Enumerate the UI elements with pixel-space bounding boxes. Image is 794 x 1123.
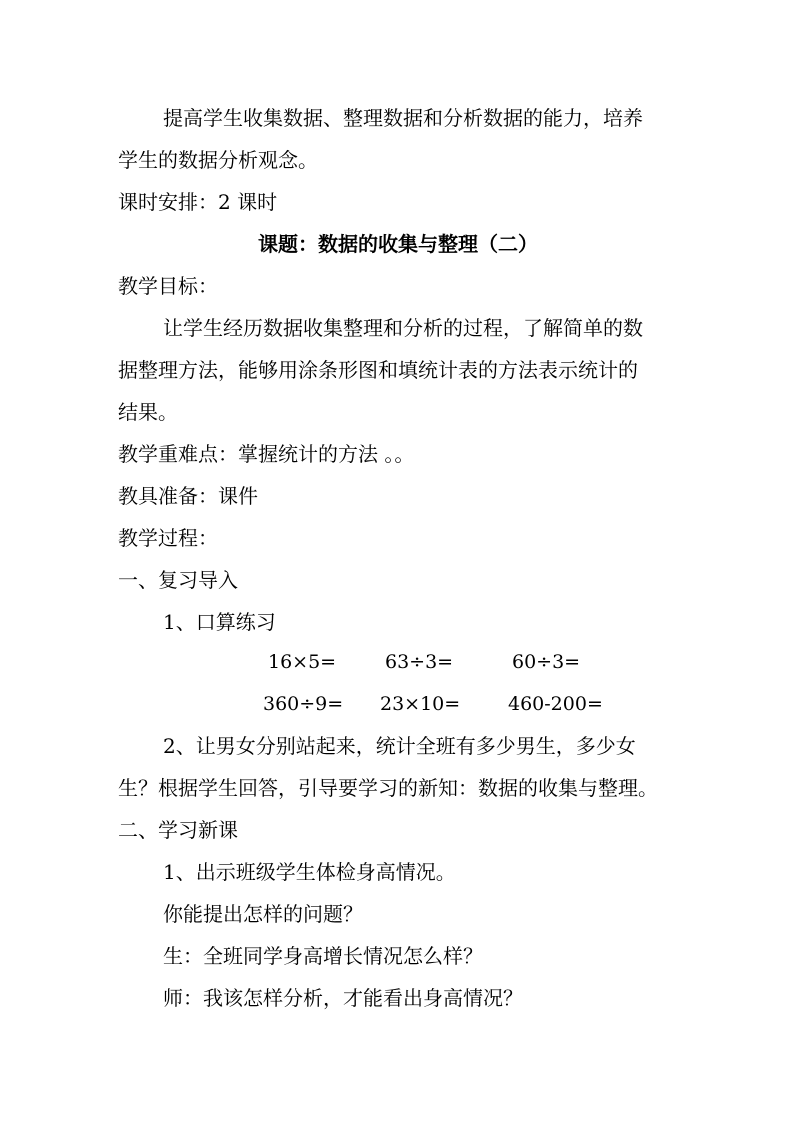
paragraph-line: 提高学生收集数据、整理数据和分析数据的能力，培养	[163, 106, 643, 130]
math-problem: 460-200=	[508, 693, 603, 715]
paragraph-line: 结果。	[118, 400, 178, 424]
math-problem: 23×10=	[380, 693, 461, 715]
section-heading: 教学目标：	[118, 274, 218, 298]
list-item: 2、让男女分别站起来，统计全班有多少男生，多少女	[163, 734, 636, 758]
list-item: 1、口算练习	[163, 610, 276, 634]
lesson-title: 课题：数据的收集与整理（二）	[258, 232, 538, 256]
math-problem: 60÷3=	[512, 651, 581, 673]
section-heading: 一、复习导入	[118, 568, 238, 592]
math-problem: 63÷3=	[385, 651, 454, 673]
math-problem: 16×5=	[268, 651, 337, 673]
dialogue-line: 师：我该怎样分析，才能看出身高情况？	[163, 986, 523, 1010]
section-heading: 教学过程：	[118, 526, 218, 550]
section-heading: 二、学习新课	[118, 818, 238, 842]
dialogue-line: 生：全班同学身高增长情况怎么样？	[163, 944, 483, 968]
teaching-aids-line: 教具准备：课件	[118, 484, 258, 508]
paragraph-line: 让学生经历数据收集整理和分析的过程，了解简单的数	[163, 316, 643, 340]
paragraph-line: 据整理方法，能够用涂条形图和填统计表的方法表示统计的	[118, 358, 638, 382]
paragraph-line: 生？根据学生回答，引导要学习的新知：数据的收集与整理。	[118, 776, 658, 800]
math-problem: 360÷9=	[263, 693, 344, 715]
class-hours-line: 课时安排：2 课时	[118, 190, 278, 214]
list-item: 1、出示班级学生体检身高情况。	[163, 860, 456, 884]
paragraph-line: 学生的数据分析观念。	[118, 148, 318, 172]
paragraph-line: 你能提出怎样的问题？	[163, 902, 363, 926]
key-points-line: 教学重难点：掌握统计的方法 。。	[118, 442, 415, 466]
